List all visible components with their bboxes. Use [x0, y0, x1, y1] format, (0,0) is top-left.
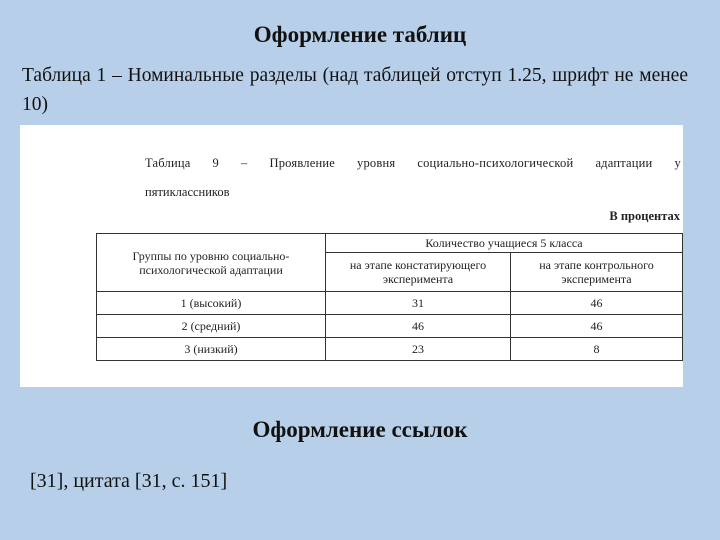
- table-caption-line2: пятиклассников: [145, 185, 230, 199]
- table-row: [97, 292, 683, 315]
- caption-word: Таблица: [145, 156, 191, 170]
- intro-paragraph: Таблица 1 – Номинальные разделы (над таблицей отступ 1.25, шрифт не менее 10): [22, 65, 688, 115]
- group-cell: 1 (высокий): [97, 292, 326, 315]
- group-cell: 2 (средний): [97, 315, 326, 338]
- value-cell: 8: [511, 338, 683, 361]
- caption-word: –: [241, 156, 248, 170]
- section-title-tables: Оформление таблиц: [253, 22, 467, 47]
- group-cell: 3 (низкий): [97, 338, 326, 361]
- value-cell: 46: [326, 315, 511, 338]
- caption-word: 9: [212, 156, 219, 170]
- table-caption-line1: [145, 156, 681, 171]
- table-row: [97, 338, 683, 361]
- caption-word: адаптации: [595, 156, 653, 170]
- value-cell: 23: [326, 338, 511, 361]
- value-cell: 46: [511, 315, 683, 338]
- table-row: [97, 315, 683, 338]
- caption-word: уровня: [357, 156, 396, 170]
- caption-word: Проявление: [269, 156, 335, 170]
- value-cell: 46: [511, 292, 683, 315]
- value-cell: 31: [326, 292, 511, 315]
- unit-note: В процентах: [609, 209, 680, 223]
- header-span-cell: Количество учащиеся 5 класса: [326, 234, 683, 253]
- caption-word: у: [674, 156, 681, 170]
- example-table: [96, 233, 683, 361]
- header-sub-cell: на этапе констатирующего эксперимента: [326, 253, 511, 292]
- section-title-references: Оформление ссылок: [252, 417, 468, 442]
- header-group-cell: Группы по уровню социально-психологической адаптации: [97, 234, 326, 292]
- header-sub-cell: на этапе контрольного эксперимента: [511, 253, 683, 292]
- table-header-row: [97, 234, 683, 253]
- table-example-image: [20, 125, 683, 387]
- caption-word: социально-психологической: [417, 156, 574, 170]
- citation-example: [31], цитата [31, с. 151]: [30, 470, 228, 492]
